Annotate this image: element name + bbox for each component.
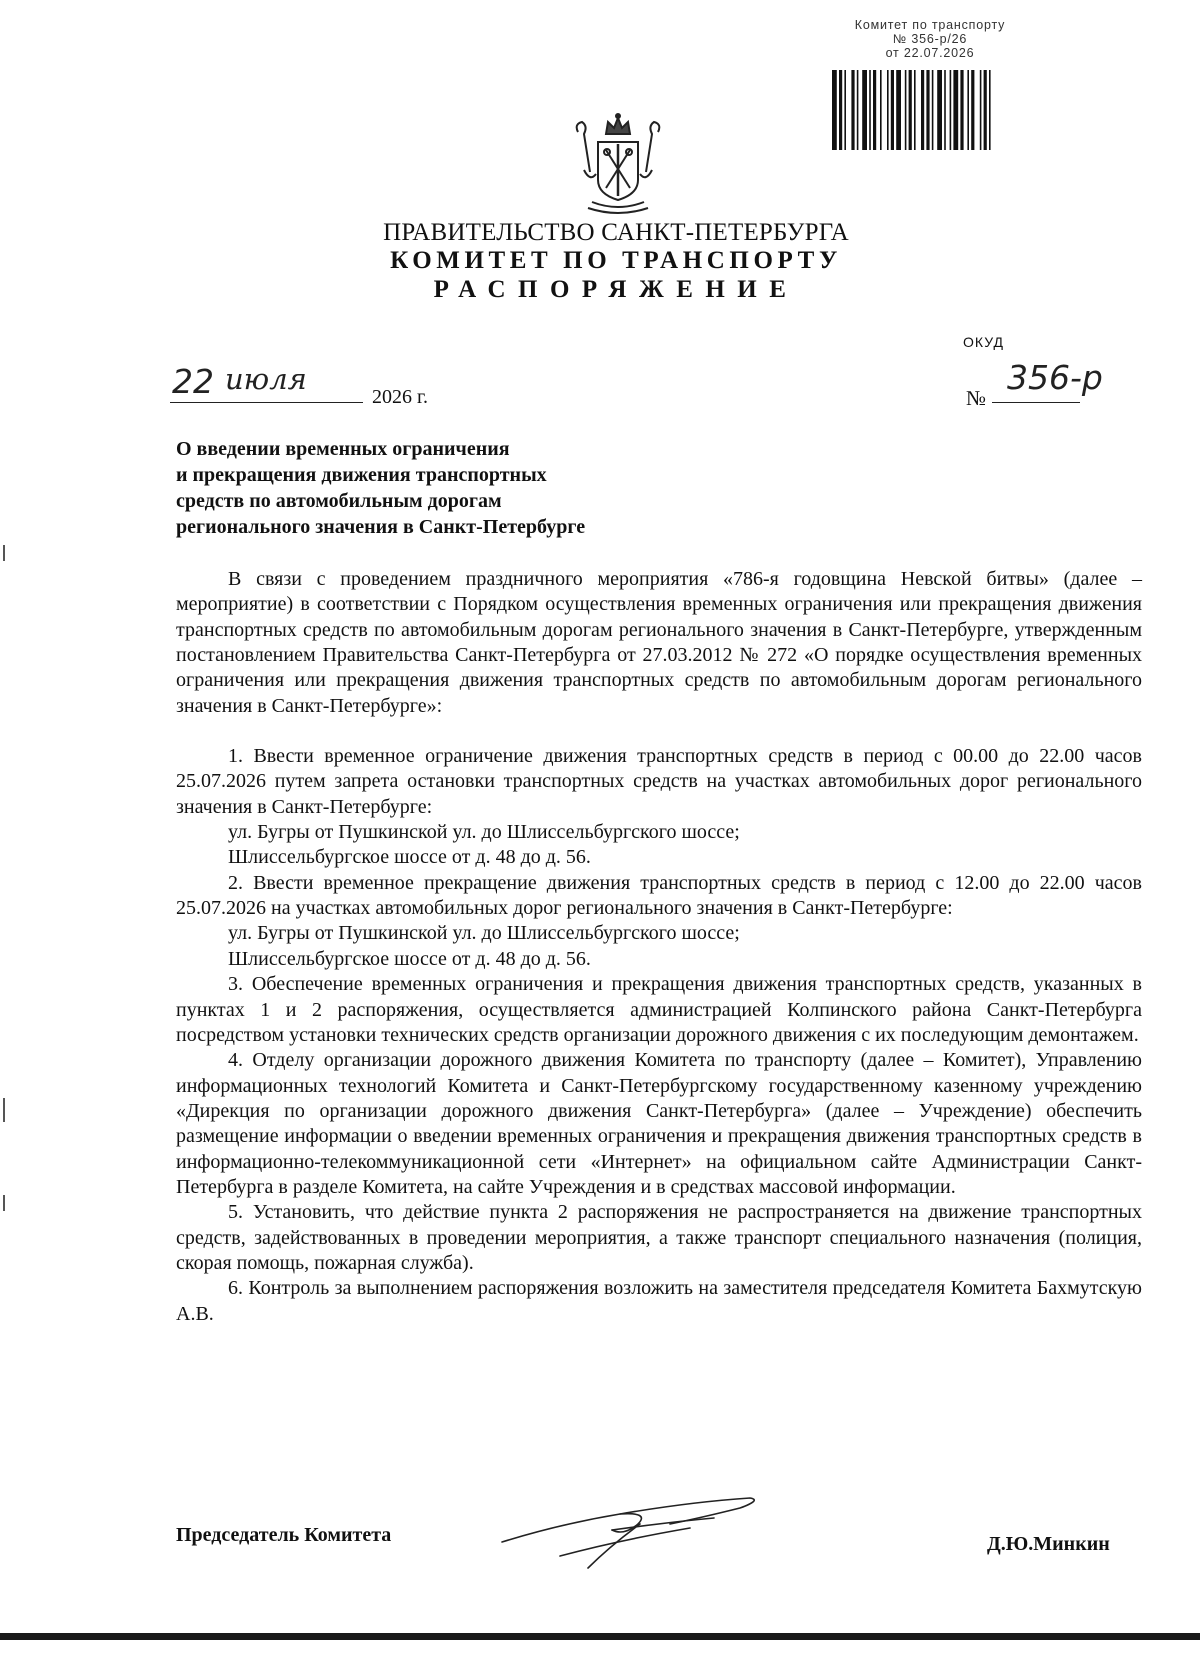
- item-5-paragraph: 5. Установить, что действие пункта 2 распоряжения не распространяется на движение транспортных средств, задействованных в проведении мероприятия, а также транспорт специального назначения (полиция, скорая помощь, пожарная служба).: [176, 1201, 1142, 1274]
- item-6-paragraph: 6. Контроль за выполнением распоряжения возложить на заместителя председателя Комитета Бахмутскую А.В.: [176, 1277, 1142, 1325]
- item-4-paragraph: 4. Отделу организации дорожного движения Комитета по транспорту (далее – Комитет), Управлению информационных технологий Комитета и Санкт-Петербургскому государственному казенному учреждению «Дирекция по организации дорожного движения Санкт-Петербурга» (далее – Учреждение) обеспечить размещение информации о введении временных ограничения и прекращения движения транспортных средств в информационно-телекоммуникационной сети «Интернет» на официальном сайте Администрации Санкт-Петербурга в разделе Комитета, на сайте Учреждения и в средствах массовой информации.: [176, 1049, 1142, 1198]
- document-subject: [176, 436, 736, 540]
- number-underline: [992, 402, 1080, 403]
- stamp-number: № 356-р/26: [892, 32, 968, 46]
- scan-edge-mark: [3, 1098, 5, 1122]
- preamble-paragraph: В связи с проведением праздничного мероприятия «786-я годовщина Невской битвы» (далее – мероприятие) в соответствии с Порядком осуществления временных ограничения или прекращения движения транспортных средств по автомобильным дорогам регионального значения в Санкт-Петербурге, утвержденным постановлением Правительства Санкт-Петербурга от 27.03.2012 № 272 «О порядке осуществления временных ограничения или прекращения движения транспортных средств по автомобильным дорогам регионального значения в Санкт-Петербурге»:: [176, 568, 1142, 717]
- signatory-role: Председатель Комитета: [176, 1524, 392, 1546]
- scan-edge-mark: [3, 545, 5, 561]
- date-underline: [170, 402, 363, 403]
- registration-stamp: [830, 18, 1080, 60]
- date-year: 2026 г.: [372, 386, 428, 408]
- okud-label: ОКУД: [963, 334, 1004, 350]
- item-2-road-2: Шлиссельбургское шоссе от д. 48 до д. 56.: [228, 947, 591, 970]
- item-1-paragraph: 1. Ввести временное ограничение движения транспортных средств в период с 00.00 до 22.00 часов 25.07.2026 путем запрета остановки транспортных средств на участках автомобильных дорог регионального значения в Санкт-Петербурге:: [176, 745, 1142, 818]
- handwritten-signature: [500, 1484, 800, 1574]
- document-number-handwritten: 356-р: [1007, 358, 1103, 397]
- government-name: ПРАВИТЕЛЬСТВО САНКТ-ПЕТЕРБУРГА: [383, 219, 849, 246]
- item-2-road-1: ул. Бугры от Пушкинской ул. до Шлиссельбургского шоссе;: [228, 922, 740, 945]
- scan-edge-mark: [3, 1195, 5, 1211]
- signatory-name: Д.Ю.Минкин: [987, 1533, 1110, 1555]
- document-body: [176, 567, 1142, 1327]
- document-type: РАСПОРЯЖЕНИЕ: [433, 276, 799, 303]
- subject-line: регионального значения в Санкт-Петербурге: [176, 516, 586, 538]
- subject-line: средств по автомобильным дорогам: [176, 490, 502, 512]
- stamp-date: от 22.07.2026: [885, 46, 975, 60]
- paragraph-gap: [176, 719, 1142, 744]
- subject-line: и прекращения движения транспортных: [176, 464, 547, 486]
- date-month-handwritten: июля: [225, 362, 307, 396]
- date-day-handwritten: 22: [172, 362, 214, 401]
- coat-of-arms-emblem: [568, 112, 668, 220]
- committee-name: КОМИТЕТ ПО ТРАНСПОРТУ: [390, 247, 842, 274]
- item-3-paragraph: 3. Обеспечение временных ограничения и прекращения движения транспортных средств, указанных в пунктах 1 и 2 распоряжения, осуществляется администрацией Колпинского района Санкт-Петербурга посредством установки технических средств организации дорожного движения с их последующим демонтажем.: [176, 973, 1142, 1046]
- item-1-road-1: ул. Бугры от Пушкинской ул. до Шлиссельбургского шоссе;: [228, 821, 740, 844]
- barcode: [830, 70, 1074, 150]
- item-2-paragraph: 2. Ввести временное прекращение движения транспортных средств в период с 12.00 до 22.00 часов 25.07.2026 на участках автомобильных дорог регионального значения в Санкт-Петербурге:: [176, 871, 1142, 920]
- page-bottom-edge: [0, 1633, 1200, 1640]
- stamp-committee: Комитет по транспорту: [854, 18, 1006, 32]
- number-label: №: [966, 386, 987, 410]
- item-1-road-2: Шлиссельбургское шоссе от д. 48 до д. 56.: [228, 846, 591, 869]
- subject-line: О введении временных ограничения: [176, 438, 510, 460]
